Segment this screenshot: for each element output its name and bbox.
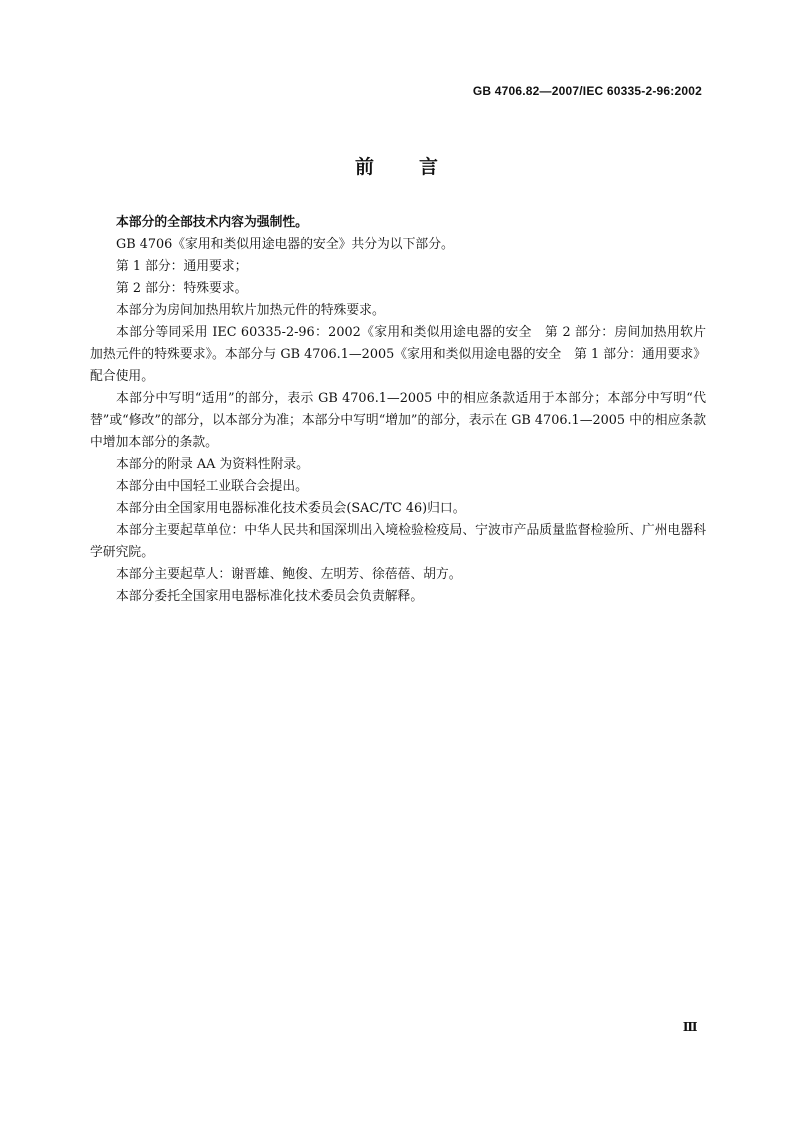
- paragraph-adoption: 本部分等同采用 IEC 60335-2-96：2002《家用和类似用途电器的安全 第 2 部分：房间加热用软片加热元件的特殊要求》。本部分与 GB 4706.1—2005《家用和类似用途电器的安全 第 1 部分：通用要求》配合使用。: [90, 325, 706, 384]
- paragraph-drafting-units: 本部分主要起草单位：中华人民共和国深圳出入境检验检疫局、宁波市产品质量监督检验所、广州电器科学研究院。: [90, 523, 706, 560]
- paragraph-parts-intro: GB 4706《家用和类似用途电器的安全》共分为以下部分。: [116, 237, 454, 252]
- paragraph-interpretation: 本部分委托全国家用电器标准化技术委员会负责解释。: [116, 589, 424, 604]
- paragraph-drafters: 本部分主要起草人：谢晋雄、鲍俊、左明芳、徐蓓蓓、胡方。: [116, 567, 462, 582]
- paragraph-scope: 本部分为房间加热用软片加热元件的特殊要求。: [116, 303, 385, 318]
- page-number: Ⅲ: [682, 1020, 697, 1034]
- page-title: [0, 152, 794, 179]
- paragraph-centralized-by: 本部分由全国家用电器标准化技术委员会(SAC/TC 46)归口。: [116, 501, 466, 516]
- paragraph-usage-notes: 本部分中写明“适用”的部分，表示 GB 4706.1—2005 中的相应条款适用于本部分；本部分中写明“代替”或“修改”的部分，以本部分为准；本部分中写明“增加”的部分，表示在 GB 4706.1—2005 中的相应条款中增加本部分的条款。: [90, 391, 706, 450]
- paragraph-part-1: 第 1 部分：通用要求；: [116, 259, 248, 274]
- paragraph-annex: 本部分的附录 AA 为资料性附录。: [116, 457, 309, 472]
- paragraph-part-2: 第 2 部分：特殊要求。: [116, 281, 248, 296]
- paragraph-proposed-by: 本部分由中国轻工业联合会提出。: [116, 479, 308, 494]
- standard-code-header: GB 4706.82—2007/IEC 60335-2-96:2002: [472, 84, 702, 98]
- title-char-1: 前: [354, 156, 375, 178]
- paragraph-mandatory-statement: 本部分的全部技术内容为强制性。: [116, 215, 308, 230]
- foreword-body: [90, 212, 706, 608]
- title-char-2: 言: [419, 156, 440, 178]
